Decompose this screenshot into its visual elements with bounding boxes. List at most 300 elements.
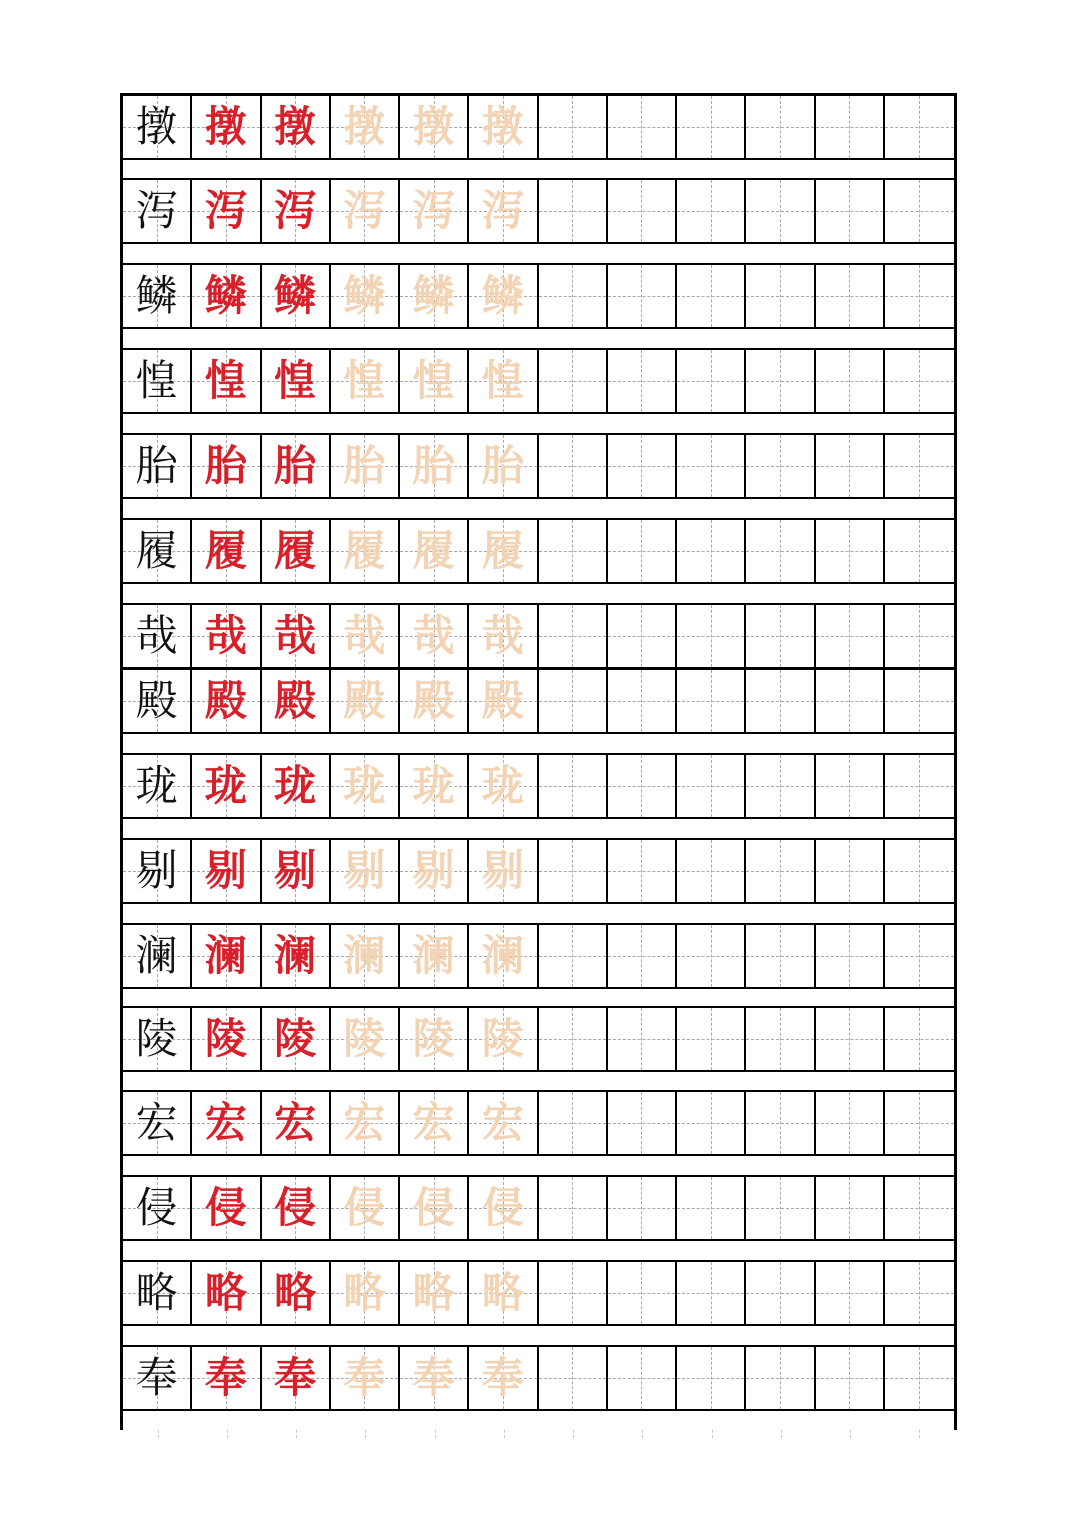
writing-cell[interactable] [469, 520, 538, 582]
writing-cell[interactable] [746, 350, 815, 412]
guide-stub [504, 1430, 506, 1438]
writing-cell[interactable] [677, 1008, 746, 1070]
writing-cell[interactable] [192, 840, 261, 902]
guide-horizontal [885, 636, 954, 637]
writing-cell[interactable] [192, 1347, 261, 1409]
writing-cell[interactable] [539, 435, 608, 497]
writing-cell[interactable] [123, 1177, 192, 1239]
writing-cell[interactable] [123, 265, 192, 327]
writing-cell[interactable] [539, 605, 608, 667]
guide-horizontal [608, 381, 675, 382]
guide-horizontal [539, 381, 606, 382]
writing-cell[interactable] [400, 755, 469, 817]
writing-cell[interactable] [746, 755, 815, 817]
guide-horizontal [746, 1123, 813, 1124]
writing-cell[interactable] [262, 520, 331, 582]
writing-cell[interactable] [608, 755, 677, 817]
writing-cell[interactable] [608, 1092, 677, 1154]
guide-horizontal [816, 786, 883, 787]
guide-horizontal [816, 127, 883, 128]
writing-cell[interactable] [539, 350, 608, 412]
row-bottom-line [123, 817, 954, 819]
writing-cell[interactable] [677, 1177, 746, 1239]
guide-horizontal [608, 1293, 675, 1294]
writing-cell[interactable] [677, 350, 746, 412]
guide-horizontal [746, 701, 813, 702]
writing-cell[interactable] [746, 520, 815, 582]
trace-character: 泻 [412, 186, 455, 235]
writing-cell[interactable] [331, 96, 400, 158]
guide-horizontal [608, 956, 675, 957]
writing-cell[interactable] [677, 180, 746, 242]
writing-cell[interactable] [331, 1262, 400, 1324]
guide-horizontal [539, 1208, 606, 1209]
writing-cell[interactable] [123, 925, 192, 987]
guide-horizontal [816, 381, 883, 382]
writing-cell[interactable] [469, 1262, 538, 1324]
writing-cell[interactable] [885, 605, 954, 667]
row-bottom-line [123, 1070, 954, 1072]
writing-cell[interactable] [608, 180, 677, 242]
red-example-character: 侵 [204, 1183, 247, 1232]
writing-cell[interactable] [469, 265, 538, 327]
guide-horizontal [677, 466, 744, 467]
writing-cell[interactable] [608, 265, 677, 327]
writing-cell[interactable] [746, 1177, 815, 1239]
practice-row [123, 670, 954, 732]
writing-cell[interactable] [123, 520, 192, 582]
writing-cell[interactable] [816, 96, 885, 158]
writing-cell[interactable] [192, 265, 261, 327]
writing-cell[interactable] [123, 435, 192, 497]
writing-cell[interactable] [400, 925, 469, 987]
writing-cell[interactable] [746, 435, 815, 497]
writing-cell[interactable] [262, 605, 331, 667]
model-character: 澜 [135, 931, 178, 980]
guide-horizontal [677, 551, 744, 552]
writing-cell[interactable] [885, 1092, 954, 1154]
red-example-character: 撴 [204, 102, 247, 151]
trace-character: 略 [412, 1268, 455, 1317]
writing-cell[interactable] [885, 180, 954, 242]
writing-cell[interactable] [816, 1262, 885, 1324]
writing-cell[interactable] [885, 350, 954, 412]
practice-row [123, 755, 954, 817]
guide-stub [850, 1430, 852, 1438]
guide-horizontal [746, 296, 813, 297]
writing-cell[interactable] [677, 435, 746, 497]
writing-cell[interactable] [816, 435, 885, 497]
guide-stub [919, 1430, 921, 1438]
writing-cell[interactable] [262, 180, 331, 242]
writing-cell[interactable] [816, 1008, 885, 1070]
trace-character: 履 [481, 526, 524, 575]
guide-horizontal [608, 786, 675, 787]
writing-cell[interactable] [469, 670, 538, 732]
writing-cell[interactable] [331, 1092, 400, 1154]
writing-cell[interactable] [539, 96, 608, 158]
writing-cell[interactable] [677, 1262, 746, 1324]
row-bottom-line [123, 497, 954, 499]
writing-cell[interactable] [539, 840, 608, 902]
writing-cell[interactable] [469, 1092, 538, 1154]
writing-cell[interactable] [400, 96, 469, 158]
guide-horizontal [816, 636, 883, 637]
writing-cell[interactable] [400, 1262, 469, 1324]
trace-character: 鳞 [481, 271, 524, 320]
writing-cell[interactable] [746, 180, 815, 242]
guide-horizontal [539, 551, 606, 552]
writing-cell[interactable] [677, 265, 746, 327]
writing-cell[interactable] [885, 520, 954, 582]
writing-cell[interactable] [539, 1347, 608, 1409]
red-example-character: 哉 [204, 611, 247, 660]
writing-cell[interactable] [469, 96, 538, 158]
guide-horizontal [539, 1378, 606, 1379]
writing-cell[interactable] [262, 96, 331, 158]
writing-cell[interactable] [400, 350, 469, 412]
guide-horizontal [677, 1208, 744, 1209]
writing-cell[interactable] [885, 925, 954, 987]
writing-cell[interactable] [885, 670, 954, 732]
writing-cell[interactable] [816, 840, 885, 902]
writing-cell[interactable] [192, 925, 261, 987]
writing-cell[interactable] [262, 670, 331, 732]
writing-cell[interactable] [123, 350, 192, 412]
writing-cell[interactable] [746, 1092, 815, 1154]
model-character: 略 [135, 1268, 178, 1317]
writing-cell[interactable] [746, 1262, 815, 1324]
writing-cell[interactable] [746, 96, 815, 158]
writing-cell[interactable] [539, 180, 608, 242]
guide-horizontal [608, 1208, 675, 1209]
writing-cell[interactable] [539, 520, 608, 582]
guide-horizontal [539, 701, 606, 702]
guide-horizontal [677, 1039, 744, 1040]
red-example-character: 惶 [204, 356, 247, 405]
guide-stub [781, 1430, 783, 1438]
guide-horizontal [746, 211, 813, 212]
writing-cell[interactable] [192, 605, 261, 667]
guide-horizontal [539, 1039, 606, 1040]
writing-cell[interactable] [123, 1008, 192, 1070]
writing-cell[interactable] [746, 840, 815, 902]
guide-horizontal [539, 466, 606, 467]
practice-row [123, 1092, 954, 1154]
trace-character: 哉 [481, 611, 524, 660]
writing-cell[interactable] [469, 755, 538, 817]
trace-character: 履 [343, 526, 386, 575]
guide-horizontal [885, 127, 954, 128]
writing-cell[interactable] [539, 265, 608, 327]
writing-cell[interactable] [400, 180, 469, 242]
writing-cell[interactable] [262, 1177, 331, 1239]
writing-cell[interactable] [677, 840, 746, 902]
guide-horizontal [677, 127, 744, 128]
guide-horizontal [746, 127, 813, 128]
writing-cell[interactable] [608, 1347, 677, 1409]
writing-cell[interactable] [400, 840, 469, 902]
writing-cell[interactable] [262, 350, 331, 412]
writing-cell[interactable] [192, 180, 261, 242]
writing-cell[interactable] [331, 605, 400, 667]
red-example-character: 泻 [204, 186, 247, 235]
writing-cell[interactable] [885, 1262, 954, 1324]
guide-stub [712, 1430, 714, 1438]
writing-cell[interactable] [192, 435, 261, 497]
writing-cell[interactable] [677, 755, 746, 817]
trace-character: 撴 [343, 102, 386, 151]
writing-cell[interactable] [539, 1008, 608, 1070]
writing-cell[interactable] [469, 925, 538, 987]
writing-cell[interactable] [746, 670, 815, 732]
guide-horizontal [885, 871, 954, 872]
guide-horizontal [677, 1378, 744, 1379]
writing-cell[interactable] [885, 840, 954, 902]
red-example-character: 履 [274, 526, 317, 575]
writing-cell[interactable] [885, 435, 954, 497]
writing-cell[interactable] [816, 605, 885, 667]
writing-cell[interactable] [331, 1008, 400, 1070]
writing-cell[interactable] [746, 605, 815, 667]
practice-row [123, 925, 954, 987]
writing-cell[interactable] [331, 755, 400, 817]
writing-cell[interactable] [262, 755, 331, 817]
trace-character: 惶 [481, 356, 524, 405]
writing-cell[interactable] [469, 180, 538, 242]
trace-character: 殿 [343, 676, 386, 725]
writing-cell[interactable] [746, 925, 815, 987]
writing-cell[interactable] [331, 435, 400, 497]
writing-cell[interactable] [608, 1008, 677, 1070]
guide-stub [642, 1430, 644, 1438]
writing-cell[interactable] [539, 925, 608, 987]
writing-cell[interactable] [677, 1092, 746, 1154]
writing-cell[interactable] [816, 520, 885, 582]
guide-horizontal [608, 296, 675, 297]
writing-cell[interactable] [123, 1347, 192, 1409]
writing-cell[interactable] [677, 925, 746, 987]
trace-character: 侵 [343, 1183, 386, 1232]
red-example-character: 哉 [274, 611, 317, 660]
writing-cell[interactable] [885, 1008, 954, 1070]
writing-cell[interactable] [262, 1092, 331, 1154]
writing-cell[interactable] [746, 1347, 815, 1409]
writing-cell[interactable] [746, 1008, 815, 1070]
writing-cell[interactable] [816, 1177, 885, 1239]
guide-horizontal [677, 701, 744, 702]
row-bottom-line [123, 732, 954, 734]
writing-cell[interactable] [608, 925, 677, 987]
writing-cell[interactable] [469, 1177, 538, 1239]
writing-cell[interactable] [192, 520, 261, 582]
guide-stub [158, 1430, 160, 1438]
guide-horizontal [677, 1293, 744, 1294]
writing-cell[interactable] [400, 520, 469, 582]
writing-cell[interactable] [262, 1008, 331, 1070]
guide-horizontal [816, 1293, 883, 1294]
writing-cell[interactable] [885, 96, 954, 158]
writing-cell[interactable] [123, 840, 192, 902]
writing-cell[interactable] [539, 1262, 608, 1324]
guide-horizontal [608, 636, 675, 637]
writing-cell[interactable] [677, 1347, 746, 1409]
writing-cell[interactable] [123, 1092, 192, 1154]
writing-cell[interactable] [608, 840, 677, 902]
guide-stub [227, 1430, 229, 1438]
writing-cell[interactable] [123, 1262, 192, 1324]
writing-cell[interactable] [469, 1347, 538, 1409]
trace-character: 哉 [343, 611, 386, 660]
writing-cell[interactable] [400, 1347, 469, 1409]
row-bottom-line [123, 902, 954, 904]
writing-cell[interactable] [608, 350, 677, 412]
guide-horizontal [539, 1293, 606, 1294]
writing-cell[interactable] [677, 605, 746, 667]
writing-cell[interactable] [262, 435, 331, 497]
writing-cell[interactable] [539, 670, 608, 732]
writing-cell[interactable] [539, 1092, 608, 1154]
writing-cell[interactable] [885, 1347, 954, 1409]
writing-cell[interactable] [331, 1347, 400, 1409]
writing-cell[interactable] [816, 350, 885, 412]
writing-cell[interactable] [469, 1008, 538, 1070]
writing-cell[interactable] [400, 1092, 469, 1154]
writing-cell[interactable] [608, 605, 677, 667]
model-character: 剔 [135, 846, 178, 895]
writing-cell[interactable] [885, 1177, 954, 1239]
writing-cell[interactable] [885, 265, 954, 327]
writing-cell[interactable] [400, 605, 469, 667]
writing-cell[interactable] [816, 755, 885, 817]
writing-cell[interactable] [262, 925, 331, 987]
guide-horizontal [885, 786, 954, 787]
writing-cell[interactable] [331, 350, 400, 412]
writing-cell[interactable] [400, 435, 469, 497]
row-bottom-line [123, 1239, 954, 1241]
writing-cell[interactable] [331, 840, 400, 902]
writing-cell[interactable] [746, 265, 815, 327]
guide-horizontal [885, 466, 954, 467]
trace-character: 鳞 [343, 271, 386, 320]
writing-cell[interactable] [469, 605, 538, 667]
writing-cell[interactable] [331, 1177, 400, 1239]
writing-cell[interactable] [469, 350, 538, 412]
guide-stub [365, 1430, 367, 1438]
writing-cell[interactable] [400, 1177, 469, 1239]
writing-cell[interactable] [469, 435, 538, 497]
model-character: 陵 [135, 1014, 178, 1063]
writing-cell[interactable] [816, 180, 885, 242]
writing-cell[interactable] [469, 840, 538, 902]
writing-cell[interactable] [192, 1177, 261, 1239]
sheet-right-border [954, 94, 957, 1430]
writing-cell[interactable] [262, 265, 331, 327]
writing-cell[interactable] [262, 1347, 331, 1409]
writing-cell[interactable] [192, 1262, 261, 1324]
writing-cell[interactable] [608, 1262, 677, 1324]
model-character: 撴 [135, 102, 178, 151]
guide-horizontal [746, 956, 813, 957]
red-example-character: 略 [274, 1268, 317, 1317]
red-example-character: 澜 [274, 931, 317, 980]
writing-cell[interactable] [608, 96, 677, 158]
red-example-character: 宏 [204, 1098, 247, 1147]
writing-cell[interactable] [816, 925, 885, 987]
writing-cell[interactable] [400, 670, 469, 732]
writing-cell[interactable] [677, 520, 746, 582]
trace-character: 剔 [343, 846, 386, 895]
writing-cell[interactable] [608, 520, 677, 582]
writing-cell[interactable] [539, 1177, 608, 1239]
trace-character: 侵 [412, 1183, 455, 1232]
guide-horizontal [746, 1208, 813, 1209]
row-bottom-line [123, 242, 954, 244]
writing-cell[interactable] [608, 670, 677, 732]
guide-stub [296, 1430, 298, 1438]
model-character: 哉 [135, 611, 178, 660]
row-bottom-line [123, 1409, 954, 1411]
writing-cell[interactable] [816, 265, 885, 327]
writing-cell[interactable] [331, 265, 400, 327]
guide-horizontal [539, 786, 606, 787]
writing-cell[interactable] [262, 840, 331, 902]
writing-cell[interactable] [123, 180, 192, 242]
writing-cell[interactable] [885, 755, 954, 817]
writing-cell[interactable] [192, 755, 261, 817]
writing-cell[interactable] [608, 435, 677, 497]
writing-cell[interactable] [331, 180, 400, 242]
guide-horizontal [885, 1039, 954, 1040]
writing-cell[interactable] [400, 265, 469, 327]
guide-horizontal [608, 701, 675, 702]
writing-cell[interactable] [192, 670, 261, 732]
writing-cell[interactable] [400, 1008, 469, 1070]
writing-cell[interactable] [192, 96, 261, 158]
practice-row [123, 1262, 954, 1324]
writing-cell[interactable] [816, 1347, 885, 1409]
writing-cell[interactable] [123, 670, 192, 732]
trace-character: 惶 [412, 356, 455, 405]
writing-cell[interactable] [677, 670, 746, 732]
writing-cell[interactable] [192, 1008, 261, 1070]
writing-cell[interactable] [816, 1092, 885, 1154]
writing-cell[interactable] [192, 1092, 261, 1154]
writing-cell[interactable] [677, 96, 746, 158]
model-character: 奉 [135, 1353, 178, 1402]
trace-character: 殿 [412, 676, 455, 725]
trace-character: 剔 [481, 846, 524, 895]
trace-character: 胎 [481, 441, 524, 490]
guide-stub [435, 1430, 437, 1438]
writing-cell[interactable] [331, 520, 400, 582]
writing-cell[interactable] [331, 670, 400, 732]
writing-cell[interactable] [123, 96, 192, 158]
writing-cell[interactable] [123, 755, 192, 817]
trace-character: 略 [343, 1268, 386, 1317]
writing-cell[interactable] [816, 670, 885, 732]
writing-cell[interactable] [608, 1177, 677, 1239]
writing-cell[interactable] [262, 1262, 331, 1324]
trace-character: 泻 [343, 186, 386, 235]
writing-cell[interactable] [123, 605, 192, 667]
guide-horizontal [885, 296, 954, 297]
writing-cell[interactable] [192, 350, 261, 412]
guide-horizontal [816, 1123, 883, 1124]
writing-cell[interactable] [331, 925, 400, 987]
guide-horizontal [746, 551, 813, 552]
writing-cell[interactable] [539, 755, 608, 817]
